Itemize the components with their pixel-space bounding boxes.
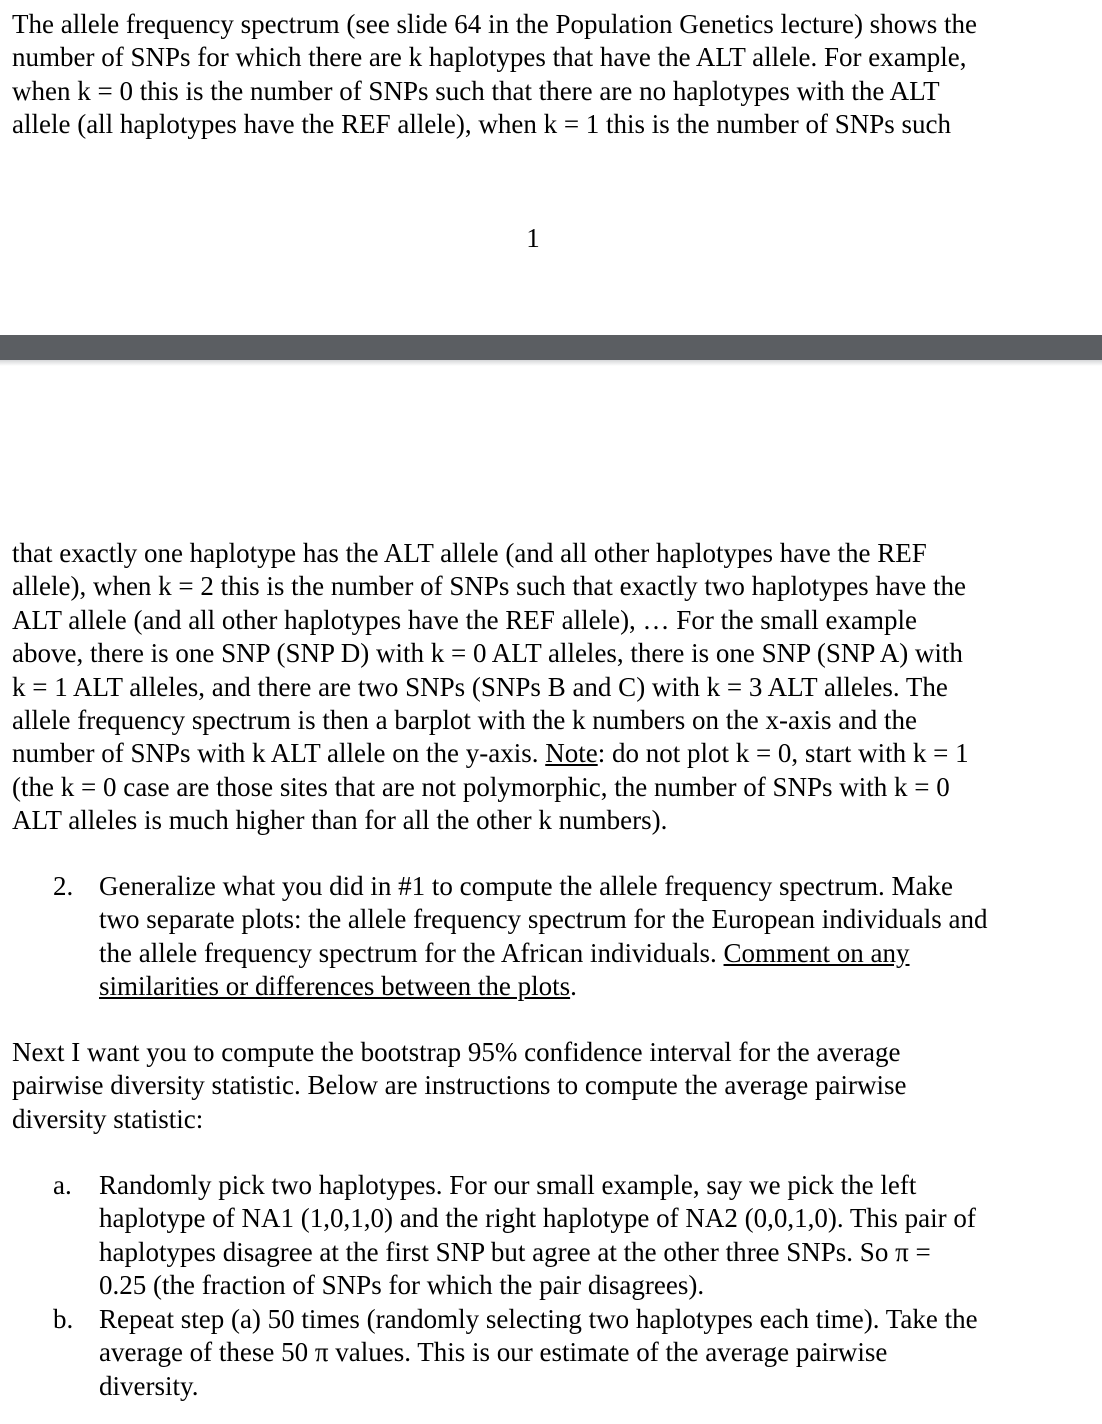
- text-line: pairwise diversity statistic. Below are instructions to compute the average pairwise: [12, 1070, 907, 1101]
- text-line: number of SNPs for which there are k haplotypes that have the ALT allele. For example,: [12, 42, 967, 73]
- list-item-body: [99, 1169, 976, 1303]
- note-label: Note: [545, 738, 598, 769]
- text-line: allele frequency spectrum is then a barplot with the k numbers on the x-axis and the: [12, 705, 917, 736]
- list-marker: b.: [53, 1304, 74, 1334]
- text-line: average of these 50 π values. This is our estimate of the average pairwise: [99, 1337, 888, 1368]
- note-line-prefix: number of SNPs with k ALT allele on the y-axis.: [12, 738, 546, 769]
- text-line: allele), when k = 2 this is the number of SNPs such that exactly two haplotypes have the: [12, 571, 967, 602]
- page-separator: [0, 335, 1102, 360]
- note-line-suffix: : do not plot k = 0, start with k = 1: [597, 738, 969, 769]
- list-item-body: [99, 870, 987, 1004]
- text-line: Randomly pick two haplotypes. For our small example, say we pick the left: [99, 1170, 917, 1200]
- text-line: [99, 937, 987, 970]
- text-line: that exactly one haplotype has the ALT allele (and all other haplotypes have the REF: [12, 538, 927, 568]
- list-marker: 2.: [53, 871, 74, 901]
- text-line: ALT alleles is much higher than for all the other k numbers).: [12, 805, 668, 836]
- underlined-instruction: Comment on any: [723, 937, 910, 968]
- page-number: 1: [526, 223, 540, 253]
- paragraph-afs-continued: [12, 537, 1092, 838]
- text-line: The allele frequency spectrum (see slide 64 in the Population Genetics lecture) shows the: [12, 9, 977, 39]
- list-marker: a.: [53, 1170, 72, 1200]
- text-line: Generalize what you did in #1 to compute the allele frequency spectrum. Make: [99, 871, 953, 901]
- text-line: ALT allele (and all other haplotypes have the REF allele), … For the small example: [12, 604, 918, 635]
- list-item-body: [99, 1303, 978, 1403]
- text-line: k = 1 ALT alleles, and there are two SNPs (SNPs B and C) with k = 3 ALT alleles. The: [12, 671, 948, 702]
- page-separator-shadow: [0, 360, 1102, 366]
- text-line: Repeat step (a) 50 times (randomly selecting two haplotypes each time). Take the: [99, 1304, 978, 1334]
- text-segment: .: [570, 971, 577, 1002]
- text-line: allele (all haplotypes have the REF allele), when k = 1 this is the number of SNPs such: [12, 109, 952, 140]
- paragraph-afs-intro: [12, 8, 1092, 142]
- paragraph-bootstrap-intro: [12, 1036, 1092, 1136]
- text-line: 0.25 (the fraction of SNPs for which the pair disagrees).: [99, 1270, 705, 1301]
- text-line: when k = 0 this is the number of SNPs such that there are no haplotypes with the ALT: [12, 75, 940, 106]
- text-line: Next I want you to compute the bootstrap 95% confidence interval for the average: [12, 1037, 901, 1067]
- text-line: diversity statistic:: [12, 1103, 204, 1134]
- note-line: [12, 737, 1092, 770]
- text-line: diversity.: [99, 1370, 199, 1401]
- text-line: [99, 970, 987, 1003]
- text-line: above, there is one SNP (SNP D) with k = 0 ALT alleles, there is one SNP (SNP A) with: [12, 638, 963, 669]
- text-line: two separate plots: the allele frequency spectrum for the European individuals and: [99, 904, 988, 935]
- text-line: (the k = 0 case are those sites that are not polymorphic, the number of SNPs with k = 0: [12, 771, 950, 802]
- text-line: haplotypes disagree at the first SNP but agree at the other three SNPs. So π =: [99, 1236, 931, 1267]
- text-segment: the allele frequency spectrum for the African individuals.: [99, 937, 724, 968]
- text-line: haplotype of NA1 (1,0,1,0) and the right haplotype of NA2 (0,0,1,0). This pair of: [99, 1203, 976, 1234]
- underlined-instruction: similarities or differences between the plots: [99, 971, 571, 1002]
